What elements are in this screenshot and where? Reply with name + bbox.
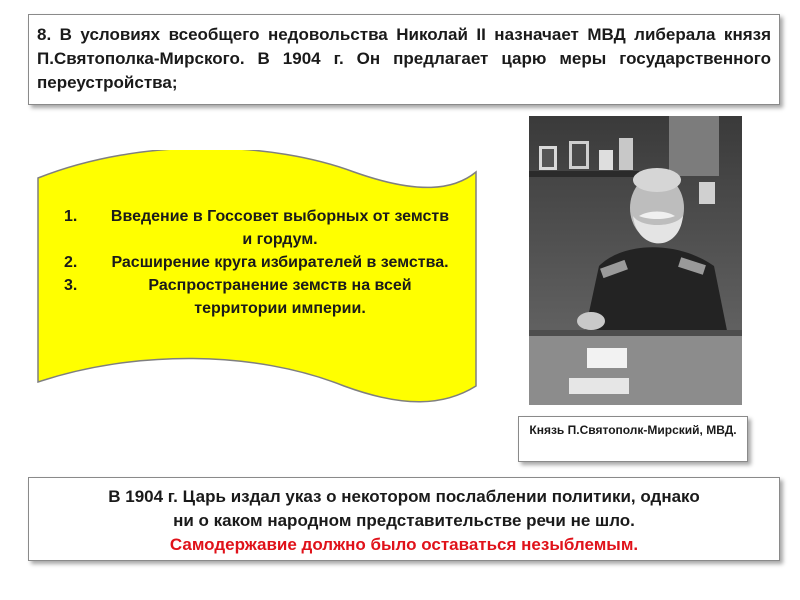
conclusion-line-1: В 1904 г. Царь издал указ о некотором послаблении политики, однако (108, 487, 700, 506)
list-item-number: 1. (64, 208, 78, 225)
list-item-text: Расширение круга избирателей в земства. (111, 254, 449, 271)
header-box (28, 14, 780, 105)
portrait-caption: Князь П.Святополк-Мирский, МВД. (529, 423, 737, 437)
portrait-photo (529, 116, 742, 405)
list-item-text: Введение в Госсовет выборных от земств и гордум. (110, 208, 450, 248)
conclusion-box (28, 477, 780, 561)
header-text: 8. В условиях всеобщего недовольства Николай II назначает МВД либерала князя П.Святополка-Мирского. В 1904 г. Он предлагает царю меры государственного переустройства; (37, 25, 771, 92)
list-item-number: 3. (64, 277, 78, 294)
portrait-illustration (529, 116, 742, 405)
portrait-caption-box (518, 416, 748, 462)
list-item (62, 251, 452, 274)
list-item (62, 205, 452, 251)
list-item-number: 2. (64, 254, 78, 271)
measures-banner (24, 150, 494, 412)
measures-list (62, 205, 452, 320)
list-item-text: Распространение земств на всей территории империи. (148, 277, 412, 317)
conclusion-emphasis: Самодержавие должно было оставаться незыблемым. (169, 535, 639, 554)
conclusion-line-2: ни о каком народном представительстве речи не шло. (173, 511, 635, 530)
list-item (62, 274, 452, 320)
